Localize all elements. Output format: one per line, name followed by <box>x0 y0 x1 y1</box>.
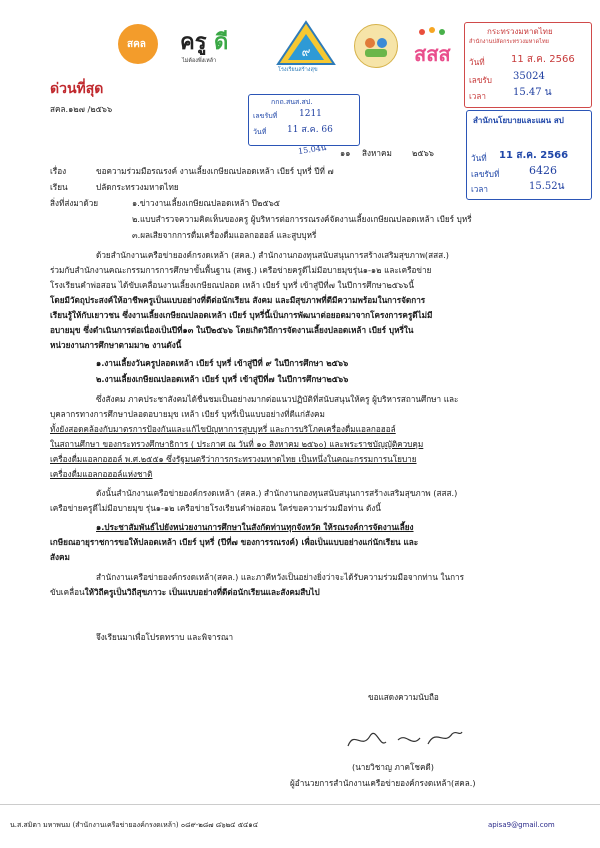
closing-line: จึงเรียนมาเพื่อโปรดทราบ และพิจารณา <box>96 632 234 642</box>
middle-stamp-date-label: วันที่ <box>253 128 267 136</box>
policy-stamp-time-value: 15.52น <box>529 181 565 192</box>
middle-stamp-time: 15.04น <box>297 143 327 156</box>
body-line: เครือข่ายครูดีไม่มีอบายมุข รุ่น๑-๑๒ เครือข่ายโรงเรียนคำพ่อสอน ใคร่ขอความร่วมมือท่าน ดังนี้ <box>50 503 381 513</box>
policy-stamp-date-label: วันที่ <box>471 153 487 163</box>
krudee-logo-subtitle: ไม่ต้องพึ่งเหล้า <box>182 58 217 64</box>
regards-text: ขอแสดงความนับถือ <box>368 692 439 702</box>
body-line-mixed <box>50 587 320 598</box>
body-line: บุคลากรทางการศึกษาปลอดอบายมุข เหล้า เบียร์ บุหรี่เป็นแบบอย่างที่ดีแก่สังคม <box>50 409 325 419</box>
children-emblem-icon <box>355 25 397 67</box>
subject-text: ขอความร่วมมือรณรงค์ งานเลี้ยงเกษียณปลอดเหล้า เบียร์ บุหรี่ ปีที่ ๗ <box>96 166 334 176</box>
school-logo-subtitle: โรงเรียนสร้างสุข <box>278 67 318 73</box>
policy-stamp-date-value: 11 ส.ค. 2566 <box>499 150 569 161</box>
middle-stamp-title: กกถ.สนส.สป. <box>271 98 313 106</box>
signer-name: (นายวิชาญ ภาคโชคดี) <box>352 762 434 772</box>
footer-divider <box>0 804 600 805</box>
emblem-logo <box>354 24 398 68</box>
policy-stamp-title: สำนักนโยบายและแผน สป <box>473 116 564 125</box>
receipt-stamp-division <box>248 94 360 146</box>
urgency-label: ด่วนที่สุด <box>50 81 104 97</box>
body-line-underlined: ทั้งยังสอดคล้องกับมาตรการป้องกันและแก้ไขปัญหาการสูบบุหรี่ และการบริโภคเครื่องดื่มแอลกอฮอล์ <box>50 424 396 434</box>
krudee-logo-text-1: ครู <box>180 30 207 55</box>
sakol-logo-text: สคล <box>127 39 146 50</box>
attachment-item: ๓.ผลเสียจากการดื่มเครื่องดื่มแอลกอฮอล์ และสูบบุหรี่ <box>132 230 317 240</box>
krudee-logo <box>180 24 260 70</box>
body-line: ด้วยสำนักงานเครือข่ายองค์กรงดเหล้า (สคล.) สำนักงานกองทุนสนับสนุนการสร้างเสริมสุขภาพ(สสส.) <box>96 250 449 260</box>
stamp-number-value: 35024 <box>513 71 545 82</box>
stamp-org-sub: สำนักงานปลัดกระทรวงมหาดไทย <box>469 39 549 45</box>
attachment-item: ๑.ข่าวงานเลี้ยงเกษียณปลอดเหล้า ปี๒๕๖๕ <box>132 198 280 208</box>
body-line: ดังนั้นสำนักงานเครือข่ายองค์กรงดเหล้า (สคล.) สำนักงานกองทุนสนับสนุนการสร้างเสริมสุขภาพ (สสส.) <box>96 488 458 498</box>
body-line: ซึ่งสังคม ภาคประชาสังคมได้ชื่นชมเป็นอย่างมากต่อแนวปฏิบัติที่สนับสนุนให้ครู ผู้บริหารสถานศึกษา และ <box>96 394 459 404</box>
body-line-underlined: เครื่องดื่มแอลกอฮอล์ พ.ศ.๒๕๕๑ ซึ่งรัฐมนตรีว่าการกระทรวงมหาดไทย เป็นหนึ่งในคณะกรรมการนโยบาย <box>50 454 417 464</box>
body-line-part-bold: ให้วิถีครูเป็นวิถีสุขภาวะ เป็นแบบอย่างที่ดีต่อนักเรียนและสังคมสืบไป <box>84 587 320 597</box>
stamp-date-label: วันที่ <box>469 57 485 67</box>
sss-logo-text: สสส <box>414 42 451 66</box>
numbered-item: ๒.งานเลี้ยงเกษียณปลอดเหล้า เบียร์ บุหรี่ เข้าสู่ปีที่๗ ในปีการศึกษา๒๕๖๖ <box>96 374 349 384</box>
request-line: สังคม <box>50 552 70 562</box>
middle-stamp-number-value: 1211 <box>299 109 322 119</box>
request-line: เกษียณอายุราชการขอให้ปลอดเหล้า เบียร์ บุหรี่ (ปีที่๗ ของการรณรงค์) เพื่อเป็นแบบอย่างแก่นักเรียน และ <box>50 537 419 547</box>
policy-stamp-number-label: เลขรับที่ <box>471 169 500 179</box>
stamp-time-value: 15.47 น <box>513 87 552 98</box>
sakol-logo <box>118 24 158 64</box>
request-line: ๑.ประชาสัมพันธ์ไปยังหน่วยงานการศึกษาในสังกัดท่านทุกจังหวัด ให้รณรงค์การจัดงานเลี้ยง <box>96 522 414 532</box>
attachments-label: สิ่งที่ส่งมาด้วย <box>50 198 99 208</box>
body-line-underlined: เครื่องดื่มแอลกอฮอล์แห่งชาติ <box>50 469 153 479</box>
logo-strip <box>108 18 488 78</box>
receipt-stamp-policy-office <box>466 110 592 200</box>
svg-text:๙: ๙ <box>301 45 311 59</box>
footer-contact: น.ส.สมิตา มหาพนม (สำนักงานเครือข่ายองค์กรงดเหล้า) ๐๘๙-๒๘๗ ๘๖๒๔ ๕๔๑๔ <box>10 821 259 829</box>
footer-email: apisa9@gmail.com <box>488 821 555 829</box>
middle-stamp-date-value: 11 ส.ค. 66 <box>287 125 333 135</box>
middle-stamp-number-label: เลขรับที่ <box>253 112 278 120</box>
triangle-logo-icon <box>276 20 336 66</box>
stamp-org: กระทรวงมหาดไทย <box>487 27 553 36</box>
doc-number: สคล.๑๒๗ /๒๕๖๖ <box>50 104 113 114</box>
policy-stamp-number-value: 6426 <box>529 164 557 177</box>
stamp-date-value: 11 ส.ค. 2566 <box>511 54 575 65</box>
body-line-underlined: ในสถานศึกษา ของกระทรวงศึกษาธิการ ( ประกาศ ณ วันที่ ๑๐ สิงหาคม ๒๕๖๐) และพระราชบัญญัติควบคุม <box>50 439 424 449</box>
body-line: ร่วมกับสำนักงานคณะกรรมการการศึกษาขั้นพื้นฐาน (สพฐ.) เครือข่ายครูดีไม่มีอบายมุขรุ่น๑-๑๒ และเครือข่าย <box>50 265 432 275</box>
letter-date-year: ๒๕๖๖ <box>412 148 434 158</box>
school-logo <box>276 20 336 74</box>
to-label: เรียน <box>50 182 68 192</box>
policy-stamp-time-label: เวลา <box>471 184 489 194</box>
subject-label: เรื่อง <box>50 166 67 176</box>
signer-position: ผู้อำนวยการสำนักงานเครือข่ายองค์กรงดเหล้า(สคล.) <box>290 778 476 788</box>
letter-date-month: สิงหาคม <box>362 148 392 158</box>
stamp-number-label: เลขรับ <box>469 75 493 85</box>
body-line: โรงเรียนคำพ่อสอน ได้ขับเคลื่อนงานเลี้ยงเกษียณปลอด เหล้า เบียร์ บุหรี่ เข้าสู่ปีที่๗ ในปีการศึกษา๒๕๖๖นี้ <box>50 280 414 290</box>
body-line-bold: หน่วยงานการศึกษาตามมา๒ งานดังนี้ <box>50 340 182 350</box>
body-line-bold: โดยมีวัตถุประสงค์ให้อาชีพครูเป็นแบบอย่างที่ดีต่อนักเรียน สังคม และมีสุขภาพที่ดีมีความพร้อมในการจัดการ <box>50 295 426 305</box>
body-line-bold: เรียนรู้ให้กับเยาวชน ซึ่งงานเลี้ยงเกษียณปลอดเหล้า เบียร์ บุหรี่นี้เป็นการพัฒนาต่อยอดมาจากโครงการครูดีไม่มี <box>50 310 433 320</box>
body-line-bold: อบายมุข ซึ่งดำเนินการต่อเนื่องเป็นปีที่๑๓ ในปี๒๕๖๖ โดยเกิดวิถีการจัดงานเลี้ยงปลอดเหล้า เบียร์ บุหรี่ใน <box>50 325 414 335</box>
sss-logo <box>412 24 468 68</box>
attachment-item: ๒.แบบสำรวจความคิดเห็นของครู ผู้บริหารต่อการรณรงค์จัดงานเลี้ยงเกษียณปลอดเหล้า เบียร์ บุหรี่ <box>132 214 472 224</box>
signature-image <box>340 722 470 756</box>
body-line-part: ขับเคลื่อน <box>50 587 85 597</box>
letter-date-day: ๑๑ <box>340 148 351 158</box>
receipt-stamp-ministry <box>464 22 592 108</box>
body-line: สำนักงานเครือข่ายองค์กรงดเหล้า(สคล.) และภาคีหวังเป็นอย่างยิ่งว่าจะได้รับความร่วมมือจากท่าน ในการ <box>96 572 465 582</box>
to-text: ปลัดกระทรวงมหาดไทย <box>96 182 179 192</box>
numbered-item: ๑.งานเลี้ยงวันครูปลอดเหล้า เบียร์ บุหรี่ เข้าสู่ปีที่ ๙ ในปีการศึกษา ๒๕๖๖ <box>96 358 349 368</box>
krudee-logo-text-2: ดี <box>214 30 229 55</box>
stamp-time-label: เวลา <box>469 91 487 101</box>
